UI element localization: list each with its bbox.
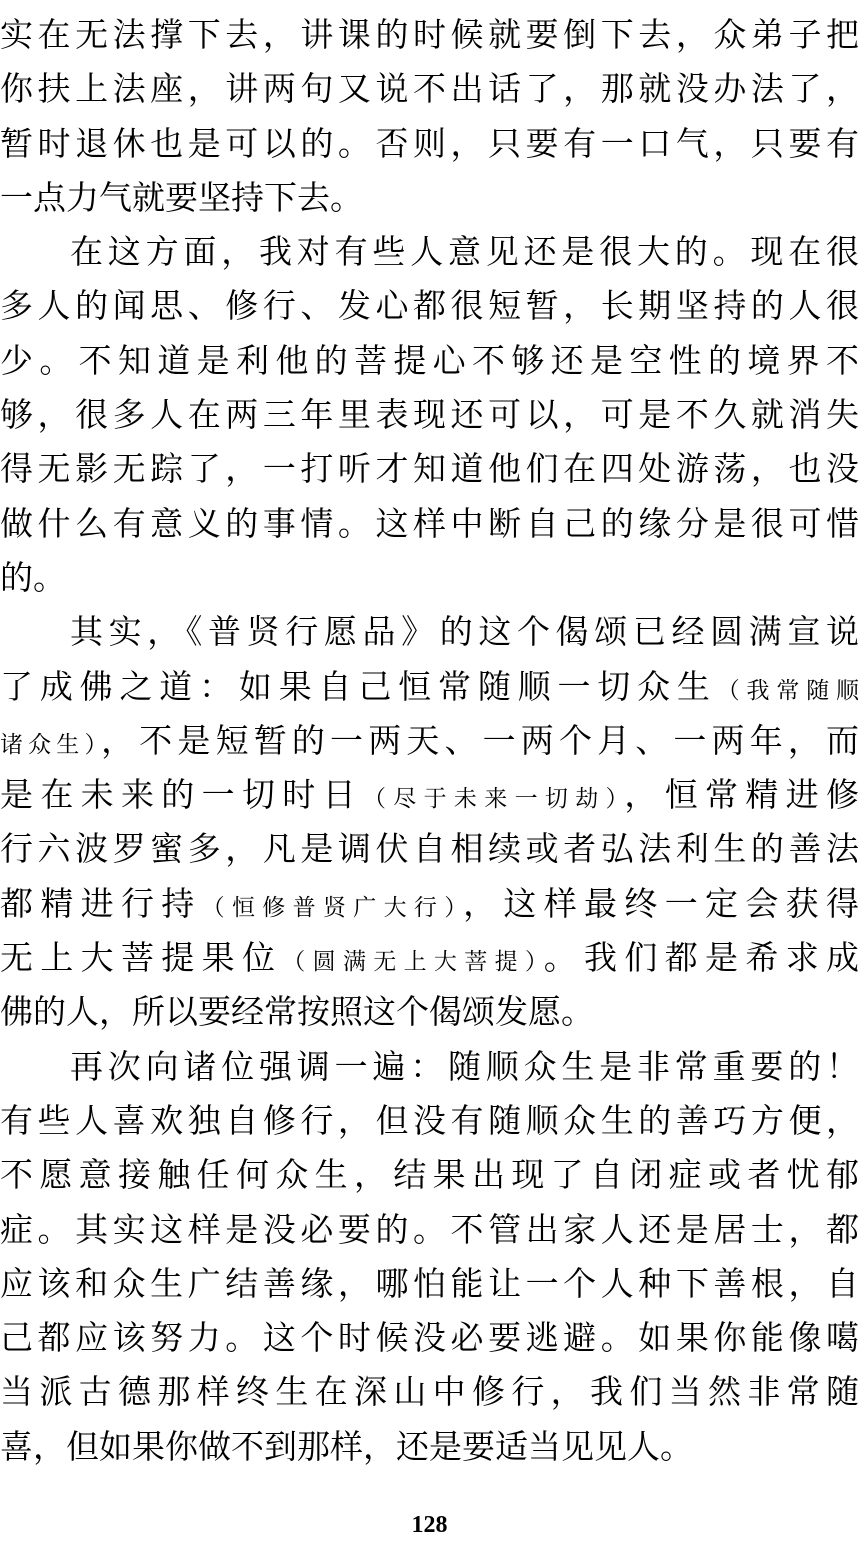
text-line: 多人的闻思、修行、发心都很短暂，长期坚持的人很 <box>0 286 859 326</box>
verse-note: ） <box>84 731 102 758</box>
text-line: 佛的人，所以要经常按照这个偈颂发愿。 <box>0 992 594 1032</box>
text-line: 暂时退休也是可以的。否则，只要有一口气，只要有 <box>0 123 859 163</box>
verse-note: （恒修普贤广大行） <box>201 894 464 921</box>
text-line: 行六波罗蜜多，凡是调伏自相续或者弘法利生的善法 <box>0 829 859 869</box>
text-line <box>0 768 859 822</box>
text-line: 少。不知道是利他的菩提心不够还是空性的境界不 <box>0 340 859 380</box>
text-line: 你扶上法座，讲两句又说不出话了，那就没办法了， <box>0 69 859 109</box>
text-segment: 都精进行持 <box>0 883 202 923</box>
text-line <box>0 877 859 931</box>
text-line: 应该和众生广结善缘，哪怕能让一个人种下善根，自 <box>0 1263 859 1303</box>
text-line: 不愿意接触任何众生，结果出现了自闭症或者忧郁 <box>0 1155 859 1195</box>
text-line: 实在无法撑下去，讲课的时候就要倒下去，众弟子把 <box>0 15 859 54</box>
text-line <box>0 660 859 714</box>
text-line: 做什么有意义的事情。这样中断自己的缘分是很可惜 <box>0 503 859 543</box>
verse-note: 诸众生 <box>0 731 85 758</box>
text-segment: 。我们都是希求成 <box>543 938 859 978</box>
text-line: 己都应该努力。这个时候没必要逃避。如果你能像噶 <box>0 1318 859 1358</box>
text-line: 够，很多人在两三年里表现还可以，可是不久就消失 <box>0 395 859 435</box>
text-line: 其实，《普贤行愿品》的这个偈颂已经圆满宣说 <box>70 612 859 652</box>
text-line: 的。 <box>0 557 66 597</box>
text-line: 有些人喜欢独自修行，但没有随顺众生的善巧方便， <box>0 1100 859 1140</box>
text-line <box>0 714 859 768</box>
verse-note: （圆满无上大菩提） <box>282 949 544 976</box>
text-segment: ，恒常精进修 <box>624 775 859 815</box>
page-number: 128 <box>411 1512 448 1538</box>
text-segment: 无上大菩提果位 <box>0 938 283 978</box>
verse-note: （尽于未来一切劫） <box>362 786 625 813</box>
body-text <box>0 8 859 1474</box>
text-segment: ，不是短暂的一两天、一两个月、一两年，而 <box>101 720 859 760</box>
text-line <box>0 931 859 985</box>
text-line: 喜，但如果你做不到那样，还是要适当见见人。 <box>0 1426 693 1466</box>
text-line: 症。其实这样是没必要的。不管出家人还是居士，都 <box>0 1209 859 1249</box>
text-line: 再次向诸位强调一遍：随顺众生是非常重要的！ <box>70 1046 859 1086</box>
text-segment: 了成佛之道：如果自己恒常随顺一切众生 <box>0 666 717 706</box>
verse-note: （我常随顺 <box>716 677 859 704</box>
text-line: 当派古德那样终生在深山中修行，我们当然非常随 <box>0 1372 859 1412</box>
text-line: 得无影无踪了，一打听才知道他们在四处游荡，也没 <box>0 449 859 489</box>
text-segment: ，这样最终一定会获得 <box>463 883 859 923</box>
text-line: 一点力气就要坚持下去。 <box>0 177 363 217</box>
text-line: 在这方面，我对有些人意见还是很大的。现在很 <box>70 232 859 272</box>
text-segment: 是在未来的一切时日 <box>0 775 363 815</box>
